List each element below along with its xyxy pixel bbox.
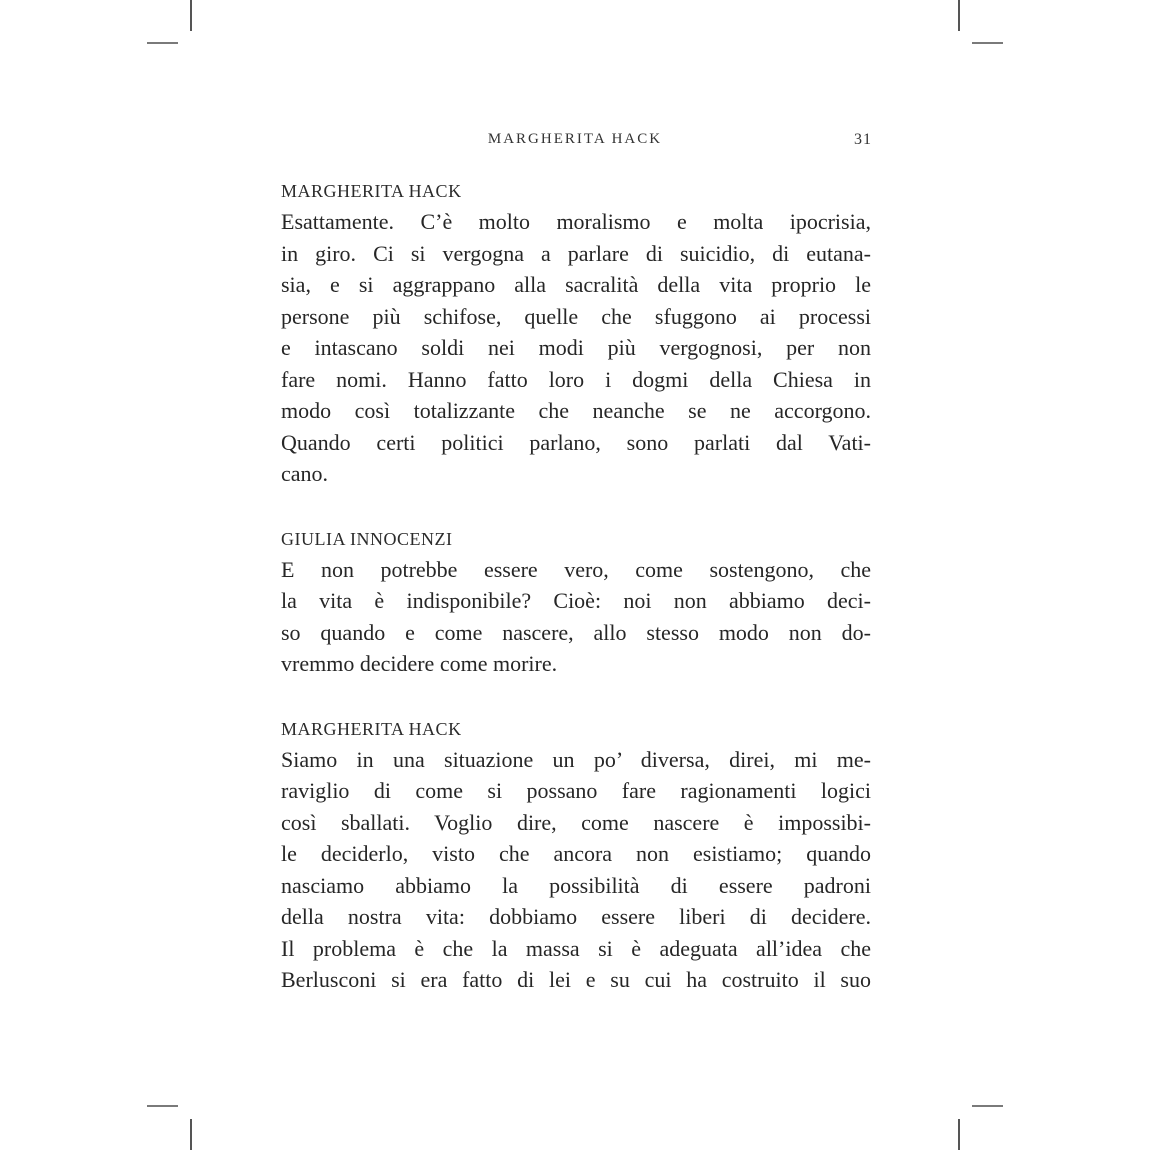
text-line: e intascano soldi nei modi più vergognosi, per non	[281, 335, 871, 360]
crop-mark-bottom-right-horizontal	[972, 1105, 1003, 1107]
text-line: della nostra vita: dobbiamo essere liberi di decidere.	[281, 904, 871, 929]
text-line: raviglio di come si possano fare ragionamenti logici	[281, 778, 871, 803]
speaker-name: MARGHERITA HACK	[281, 181, 462, 201]
text-line: Esattamente. C’è molto moralismo e molta ipocrisia,	[281, 209, 871, 234]
speaker-name: GIULIA INNOCENZI	[281, 528, 453, 549]
text-line: così sballati. Voglio dire, come nascere è impossibi-	[281, 809, 871, 835]
text-line: E non potrebbe essere vero, come sostengono, che	[281, 556, 871, 582]
text-line: le deciderlo, visto che ancora non esistiamo; quando	[281, 841, 871, 866]
speaker-name: MARGHERITA HACK	[281, 718, 462, 739]
text-line: nasciamo abbiamo la possibilità di essere padroni	[281, 872, 871, 898]
dialogue-section	[281, 714, 871, 996]
crop-mark-bottom-left-vertical	[190, 1119, 192, 1150]
crop-mark-top-left-horizontal	[147, 42, 178, 44]
text-line: vremmo decidere come morire.	[281, 651, 558, 676]
page-number: 31	[854, 131, 872, 148]
crop-mark-bottom-left-horizontal	[147, 1105, 178, 1107]
dialogue-paragraph	[281, 554, 871, 680]
text-line: modo così totalizzante che neanche se ne accorgono.	[281, 398, 871, 423]
crop-mark-top-right-horizontal	[972, 42, 1003, 44]
text-line: Il problema è che la massa si è adeguata all’idea che	[281, 935, 871, 961]
text-line: cano.	[281, 461, 329, 486]
text-line: so quando e come nascere, allo stesso modo non do-	[281, 619, 871, 645]
text-column	[281, 176, 871, 996]
running-header-title: MARGHERITA HACK	[487, 131, 663, 147]
dialogue-section	[281, 176, 871, 490]
crop-mark-top-right-vertical	[958, 0, 960, 31]
text-line: Quando certi politici parlano, sono parlati dal Vati-	[281, 429, 871, 455]
crop-mark-top-left-vertical	[190, 0, 192, 31]
dialogue-paragraph	[281, 744, 871, 996]
dialogue-section	[281, 524, 871, 680]
text-line: la vita è indisponibile? Cioè: noi non abbiamo deci-	[281, 588, 871, 613]
crop-mark-bottom-right-vertical	[958, 1119, 960, 1150]
dialogue-paragraph	[281, 206, 871, 490]
text-line: Berlusconi si era fatto di lei e su cui ha costruito il suo	[281, 967, 871, 992]
text-line: Siamo in una situazione un po’ diversa, direi, mi me-	[281, 746, 871, 772]
text-line: in giro. Ci si vergogna a parlare di suicidio, di eutana-	[281, 240, 871, 266]
text-line: persone più schifose, quelle che sfuggono ai processi	[281, 303, 871, 329]
text-line: fare nomi. Hanno fatto loro i dogmi della Chiesa in	[281, 366, 871, 392]
text-line: sia, e si aggrappano alla sacralità della vita proprio le	[281, 272, 871, 297]
